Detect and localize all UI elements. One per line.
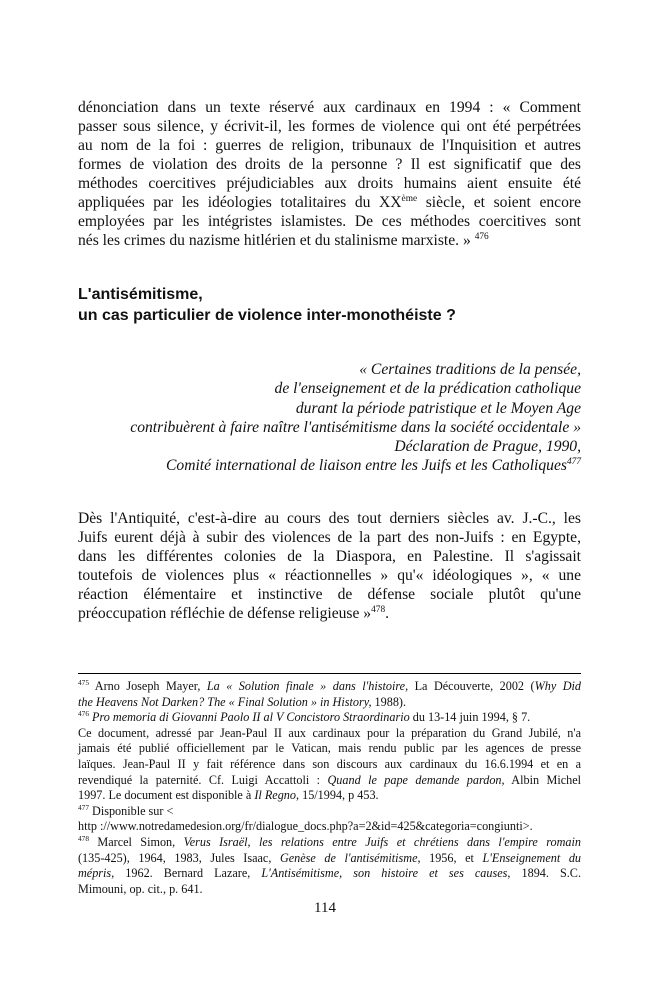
epigraph-quote [78, 360, 581, 476]
text: préoccupation réfléchie de défense religieuse » [78, 605, 372, 622]
text-line [78, 528, 581, 547]
text-line [78, 835, 581, 851]
text: nés les crimes du nazisme hitlérien et du stalinisme marxiste. » [78, 232, 475, 249]
text: passer sous silence, y écrivit-il, les formes de violence qui ont été perpétrées [78, 118, 581, 135]
text-line [78, 866, 581, 882]
text-line [78, 117, 581, 136]
text-line [78, 585, 581, 604]
text-line [78, 437, 581, 456]
italic-text: La « Solution finale » dans l'histoire [206, 679, 406, 693]
text: du 13-14 juin 1994, § 7. [409, 710, 531, 725]
text-line [78, 726, 581, 742]
text-line [78, 851, 581, 867]
text-line [78, 741, 581, 757]
text-line [78, 212, 581, 231]
text-line [78, 710, 581, 726]
text: Juifs eurent déjà à subir des violences de la part des non-Juifs : en Egypte, [78, 529, 581, 546]
footnote-ref: 478 [371, 604, 386, 615]
text: siècle, et soient encore [417, 194, 581, 211]
text-line [78, 679, 581, 695]
footnote-ref: 477 [78, 802, 89, 812]
text: au nom de la foi : guerres de religion, tribunaux de l'Inquisition et autres [78, 137, 581, 154]
text-line [78, 509, 581, 528]
text: « Certaines traditions de la pensée, [359, 361, 581, 378]
footnote-ref: 476 [78, 709, 89, 719]
text: revendiqué la paternité. Cf. Luigi Accattoli : [78, 772, 328, 787]
text: Déclaration de Prague, 1990, [394, 438, 581, 456]
text: de l'enseignement et de la prédication catholique [274, 380, 581, 398]
text: 1988). [371, 694, 407, 709]
text: http ://www.notredamedesion.org/fr/dialogue_docs.php?a=2&id=425&categoria=congiunti>. [78, 819, 533, 834]
text-line [78, 604, 581, 623]
italic-text: mépris [78, 866, 112, 881]
text-line [78, 379, 581, 398]
text: , 1894. S.C. [507, 866, 581, 881]
italic-text: the Heavens Not Darken? The « Final Solution » in History, [78, 694, 372, 709]
text-line [78, 136, 581, 155]
text: Disponible sur < [88, 803, 174, 818]
text: Dès l'Antiquité, c'est-à-dire au cours des tout derniers siècles av. J.-C., les [78, 510, 581, 527]
text-line [78, 418, 581, 437]
footnote-separator [78, 673, 581, 674]
text: méthodes coercitives préjudiciables aux droits humains aient ensuite été [78, 175, 581, 192]
footnotes [78, 679, 581, 897]
footnote-ref: ème [401, 193, 418, 204]
text-line [78, 804, 581, 820]
text-line [78, 98, 581, 117]
paragraph-1 [78, 98, 581, 250]
page-number: 114 [314, 900, 336, 916]
text-line [78, 695, 581, 711]
text: jamais été publié officiellement par le Vatican, mais rendu public par les agences de presse [78, 741, 581, 756]
text: durant la période patristique et le Moyen Age [295, 399, 581, 417]
footnote-ref: 476 [474, 231, 489, 242]
text-line [78, 547, 581, 566]
text: Ce document, adressé par Jean-Paul II aux cardinaux pour la préparation du Grand Jubilé, n'a [78, 725, 581, 740]
text-line [78, 456, 581, 475]
text: Marcel Simon, [88, 834, 184, 849]
text-line [78, 399, 581, 418]
text: 1997. Le document est disponible à [78, 788, 255, 803]
italic-text: Il Regno [254, 788, 296, 803]
paragraph-2 [78, 509, 581, 623]
text: appliquées par les idéologies totalitaires du XX [78, 194, 402, 211]
text-line [78, 882, 581, 898]
text-line [78, 566, 581, 585]
text: dans les différentes colonies de la Diaspora, en Palestine. Il s'agissait [78, 548, 581, 565]
italic-text: Genèse de l'antisémitisme [279, 850, 418, 865]
italic-text: Pro memoria di Giovanni Paolo II al V Concistoro Straordinario [92, 710, 410, 725]
text-line [78, 231, 581, 250]
text: , 1962. Bernard Lazare, [111, 866, 262, 881]
italic-text: L'Antisémitisme, son histoire et ses causes [261, 866, 508, 881]
text: , 15/1994, p 453. [296, 788, 379, 803]
text-line [78, 155, 581, 174]
text: Mimouni, op. cit., p. 641. [78, 881, 203, 896]
text: formes de violation des droits de la personne ? Il est significatif que des [78, 156, 581, 173]
section-heading [78, 284, 581, 326]
text-line [78, 819, 581, 835]
text: toutefois de violences plus « réactionnelles » qu'« idéologiques », « une [78, 567, 581, 584]
text: dénonciation dans un texte réservé aux cardinaux en 1994 : « Comment [78, 99, 581, 116]
text: , La Découverte, 2002 ( [405, 679, 535, 693]
text-line [78, 174, 581, 193]
italic-text: Why Did [534, 679, 582, 693]
text: Comité international de liaison entre les Juifs et les Catholiques [166, 457, 567, 475]
footnote-ref: 475 [78, 677, 89, 687]
text: , Albin Michel [501, 772, 581, 787]
text-line [78, 773, 581, 789]
heading-line-2: un cas particulier de violence inter-monothéiste ? [78, 307, 456, 324]
text: Arno Joseph Mayer, [88, 679, 207, 693]
italic-text: Verus Israël, les relations entre Juifs et chrétiens dans l'empire romain [183, 834, 581, 849]
text: employées par les intégristes islamistes. De ces méthodes coercitives sont [78, 213, 581, 230]
text-line [78, 757, 581, 773]
text: réaction élémentaire et instinctive de défense sociale plutôt qu'une [78, 586, 581, 603]
italic-text: L'Enseignement du [482, 850, 582, 865]
footnote-ref: 478 [78, 833, 89, 843]
footnote-ref: 477 [566, 457, 581, 468]
heading-line-1: L'antisémitisme, [78, 286, 203, 303]
text: laïques. Jean-Paul II y fait référence dans son discours aux cardinaux du 16.6.1994 et en a [78, 756, 581, 771]
text: (135-425), 1964, 1983, Jules Isaac, [78, 850, 280, 865]
text: . [385, 605, 390, 622]
text-line [78, 788, 581, 804]
text-line [78, 193, 581, 212]
text: , 1956, et [417, 850, 483, 865]
text-line [78, 360, 581, 379]
italic-text: Quand le pape demande pardon [327, 772, 502, 787]
text: contribuèrent à faire naître l'antisémitisme dans la société occidentale » [130, 418, 581, 436]
